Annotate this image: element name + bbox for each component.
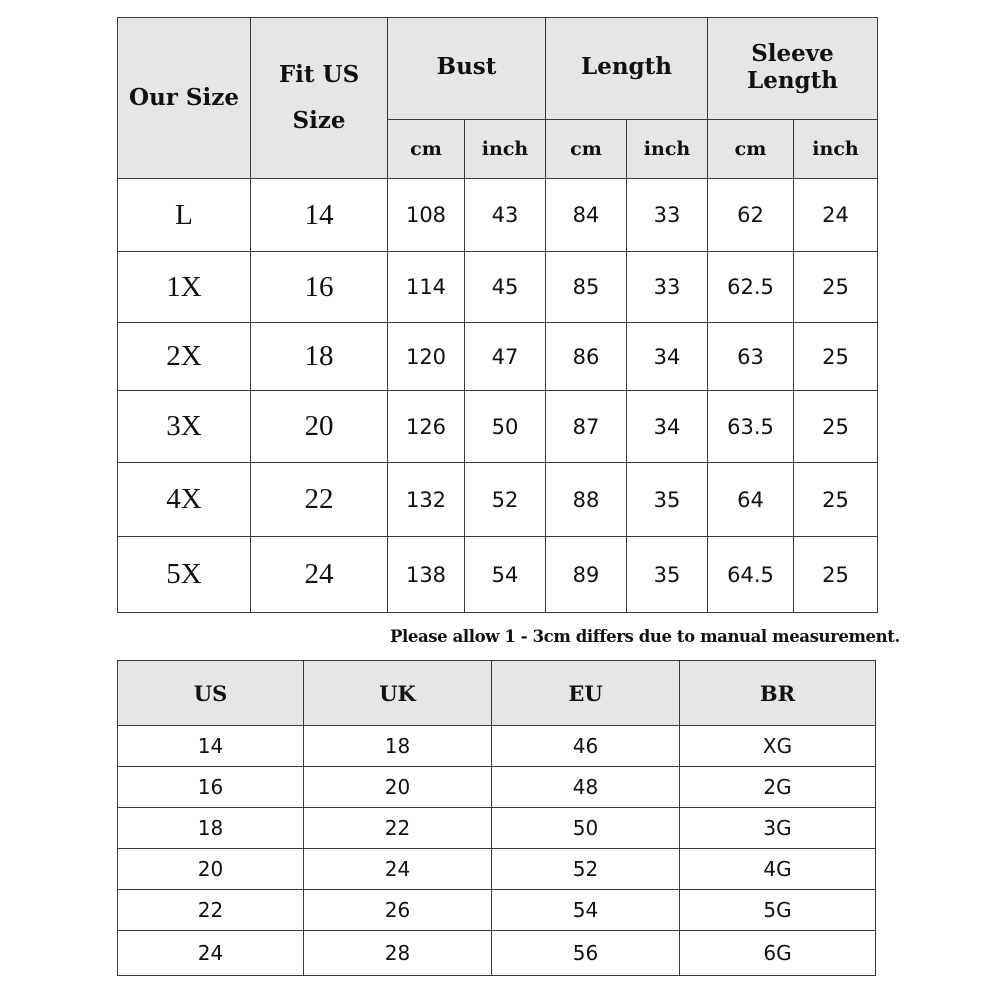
us-cell: 20 bbox=[118, 849, 304, 890]
fit-us-cell: 14 bbox=[251, 179, 388, 252]
header-sleeve-length bbox=[708, 18, 878, 120]
br-cell: 4G bbox=[680, 849, 876, 890]
header-uk: UK bbox=[304, 661, 492, 726]
uk-cell: 24 bbox=[304, 849, 492, 890]
sleeve-cm-cell: 64 bbox=[708, 463, 794, 537]
header-bust: Bust bbox=[388, 18, 546, 120]
br-cell: XG bbox=[680, 726, 876, 767]
unit-sleeve-cm: cm bbox=[708, 120, 794, 179]
sleeve-inch-cell: 25 bbox=[794, 537, 878, 613]
header-sleeve-length-line2: Length bbox=[747, 67, 838, 94]
us-cell: 18 bbox=[118, 808, 304, 849]
table-row bbox=[118, 537, 878, 613]
br-cell: 2G bbox=[680, 767, 876, 808]
us-cell: 14 bbox=[118, 726, 304, 767]
eu-cell: 52 bbox=[492, 849, 680, 890]
sleeve-inch-cell: 25 bbox=[794, 323, 878, 391]
our-size-cell: 5X bbox=[118, 537, 251, 613]
unit-bust-inch: inch bbox=[465, 120, 546, 179]
table-row bbox=[118, 849, 876, 890]
length-inch-cell: 34 bbox=[627, 391, 708, 463]
bust-cm-cell: 126 bbox=[388, 391, 465, 463]
size-conversion-table bbox=[117, 660, 876, 976]
header-length: Length bbox=[546, 18, 708, 120]
bust-cm-cell: 120 bbox=[388, 323, 465, 391]
bust-inch-cell: 52 bbox=[465, 463, 546, 537]
table-row bbox=[118, 767, 876, 808]
length-cm-cell: 85 bbox=[546, 252, 627, 323]
our-size-cell: L bbox=[118, 179, 251, 252]
our-size-cell: 2X bbox=[118, 323, 251, 391]
unit-bust-cm: cm bbox=[388, 120, 465, 179]
header-fit-us-size-line2: Size bbox=[292, 107, 346, 134]
header-our-size: Our Size bbox=[118, 18, 251, 179]
us-cell: 24 bbox=[118, 931, 304, 976]
unit-sleeve-inch: inch bbox=[794, 120, 878, 179]
table-row bbox=[118, 323, 878, 391]
fit-us-cell: 16 bbox=[251, 252, 388, 323]
uk-cell: 28 bbox=[304, 931, 492, 976]
table-row bbox=[118, 890, 876, 931]
header-br: BR bbox=[680, 661, 876, 726]
sleeve-inch-cell: 24 bbox=[794, 179, 878, 252]
length-cm-cell: 87 bbox=[546, 391, 627, 463]
sleeve-cm-cell: 63.5 bbox=[708, 391, 794, 463]
length-cm-cell: 88 bbox=[546, 463, 627, 537]
eu-cell: 46 bbox=[492, 726, 680, 767]
length-inch-cell: 33 bbox=[627, 179, 708, 252]
us-cell: 22 bbox=[118, 890, 304, 931]
table-row bbox=[118, 726, 876, 767]
bust-inch-cell: 54 bbox=[465, 537, 546, 613]
br-cell: 3G bbox=[680, 808, 876, 849]
fit-us-cell: 20 bbox=[251, 391, 388, 463]
us-cell: 16 bbox=[118, 767, 304, 808]
table-row bbox=[118, 179, 878, 252]
fit-us-cell: 22 bbox=[251, 463, 388, 537]
uk-cell: 18 bbox=[304, 726, 492, 767]
table-row bbox=[118, 808, 876, 849]
eu-cell: 50 bbox=[492, 808, 680, 849]
size-chart-table bbox=[117, 17, 878, 613]
measurement-note: Please allow 1 - 3cm differs due to manual measurement. bbox=[390, 627, 900, 646]
header-sleeve-length-line1: Sleeve bbox=[751, 40, 834, 67]
our-size-cell: 3X bbox=[118, 391, 251, 463]
length-cm-cell: 86 bbox=[546, 323, 627, 391]
bust-cm-cell: 132 bbox=[388, 463, 465, 537]
length-inch-cell: 35 bbox=[627, 463, 708, 537]
length-inch-cell: 35 bbox=[627, 537, 708, 613]
br-cell: 5G bbox=[680, 890, 876, 931]
size-chart-header-row bbox=[118, 18, 878, 120]
our-size-cell: 1X bbox=[118, 252, 251, 323]
sleeve-cm-cell: 64.5 bbox=[708, 537, 794, 613]
unit-length-cm: cm bbox=[546, 120, 627, 179]
table-row bbox=[118, 252, 878, 323]
header-fit-us-size bbox=[251, 18, 388, 179]
fit-us-cell: 24 bbox=[251, 537, 388, 613]
table-row bbox=[118, 463, 878, 537]
unit-length-inch: inch bbox=[627, 120, 708, 179]
sleeve-inch-cell: 25 bbox=[794, 463, 878, 537]
header-us: US bbox=[118, 661, 304, 726]
length-inch-cell: 34 bbox=[627, 323, 708, 391]
bust-inch-cell: 47 bbox=[465, 323, 546, 391]
eu-cell: 56 bbox=[492, 931, 680, 976]
uk-cell: 26 bbox=[304, 890, 492, 931]
fit-us-cell: 18 bbox=[251, 323, 388, 391]
length-cm-cell: 84 bbox=[546, 179, 627, 252]
uk-cell: 20 bbox=[304, 767, 492, 808]
sleeve-cm-cell: 62.5 bbox=[708, 252, 794, 323]
eu-cell: 48 bbox=[492, 767, 680, 808]
our-size-cell: 4X bbox=[118, 463, 251, 537]
sleeve-cm-cell: 63 bbox=[708, 323, 794, 391]
table-row bbox=[118, 391, 878, 463]
conversion-header-row bbox=[118, 661, 876, 726]
header-fit-us-size-line1: Fit US bbox=[278, 61, 360, 88]
bust-cm-cell: 114 bbox=[388, 252, 465, 323]
bust-cm-cell: 138 bbox=[388, 537, 465, 613]
length-cm-cell: 89 bbox=[546, 537, 627, 613]
sleeve-cm-cell: 62 bbox=[708, 179, 794, 252]
header-eu: EU bbox=[492, 661, 680, 726]
uk-cell: 22 bbox=[304, 808, 492, 849]
bust-inch-cell: 43 bbox=[465, 179, 546, 252]
bust-cm-cell: 108 bbox=[388, 179, 465, 252]
bust-inch-cell: 45 bbox=[465, 252, 546, 323]
length-inch-cell: 33 bbox=[627, 252, 708, 323]
table-row bbox=[118, 931, 876, 976]
sleeve-inch-cell: 25 bbox=[794, 252, 878, 323]
sleeve-inch-cell: 25 bbox=[794, 391, 878, 463]
br-cell: 6G bbox=[680, 931, 876, 976]
eu-cell: 54 bbox=[492, 890, 680, 931]
bust-inch-cell: 50 bbox=[465, 391, 546, 463]
